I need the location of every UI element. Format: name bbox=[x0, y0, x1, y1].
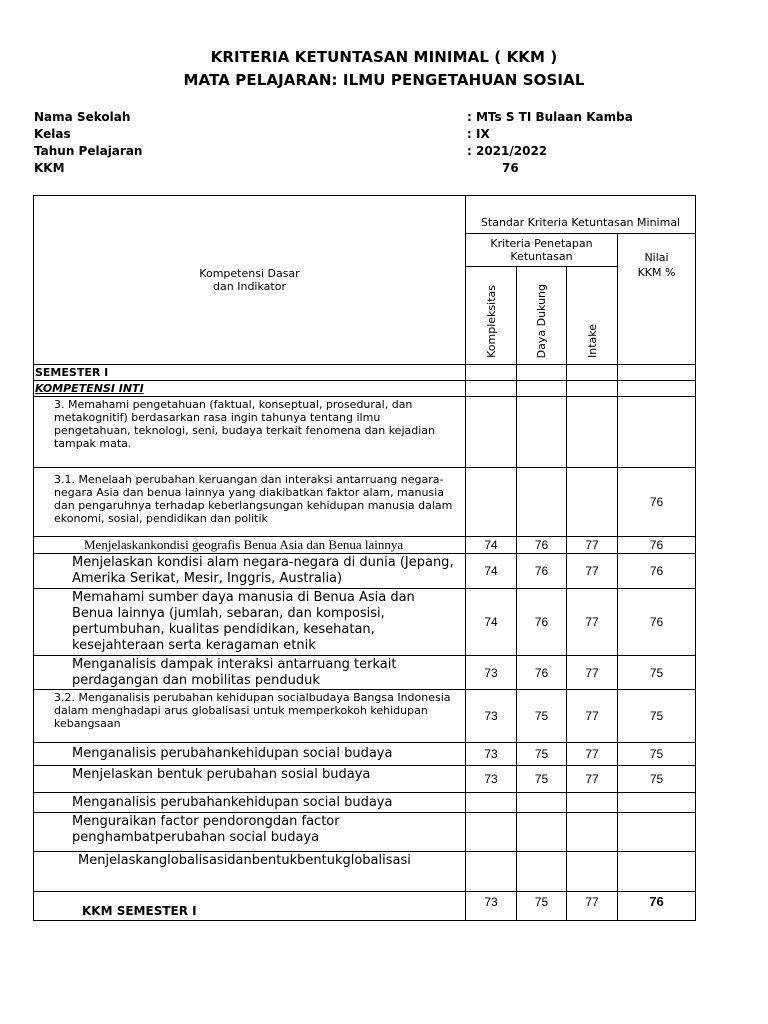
table-row bbox=[34, 468, 696, 537]
info-label-year: Tahun Pelajaran bbox=[34, 144, 143, 158]
table-row bbox=[34, 656, 696, 690]
table-row bbox=[34, 852, 696, 892]
info-label-school: Nama Sekolah bbox=[34, 110, 131, 124]
indicator-text: Menjelaskankondisi geografis Benua Asia dan Benua lainnya bbox=[34, 537, 466, 554]
kd31-text: 3.1. Menelaah perubahan keruangan dan interaksi antarruang negara-negara Asia dan benua lainnya yang diakibatkan faktor alam, manusia dan pengaruhnya terhadap keberlangsungan kehidupan manusia dalam ekonomi, sosial, pendidikan dan politik bbox=[34, 468, 466, 537]
table-row bbox=[34, 793, 696, 813]
daya-dukung-value: 76 bbox=[517, 537, 567, 554]
nilai-kkm-value: 75 bbox=[618, 743, 696, 766]
info-value-year: : 2021/2022 bbox=[467, 144, 548, 158]
daya-dukung-value: 76 bbox=[517, 554, 567, 589]
kd32-text: 3.2. Menganalisis perubahan kehidupan socialbudaya Bangsa Indonesia dalam menghadapi arus globalisasi untuk memperkokoh kehidupan kebangsaan bbox=[34, 690, 466, 743]
document-subtitle: MATA PELAJARAN: ILMU PENGETAHUAN SOSIAL bbox=[183, 71, 585, 89]
nilai-kkm-value: 75 bbox=[618, 766, 696, 793]
intake-value: 77 bbox=[567, 766, 618, 793]
info-value-class: : IX bbox=[467, 127, 490, 141]
intake-value: 77 bbox=[567, 690, 618, 743]
nilai-kkm-value: 75 bbox=[618, 656, 696, 690]
kompleksitas-value: 73 bbox=[466, 892, 517, 921]
ki3-text: 3. Memahami pengetahuan (faktual, konseptual, prosedural, dan metakognitif) berdasarkan rasa ingin tahunya tentang ilmu pengetahuan, teknologi, seni, budaya terkait fenomena dan kejadian tampak mata. bbox=[34, 397, 466, 468]
header-intake-text: Intake bbox=[585, 323, 599, 358]
table-row bbox=[34, 365, 696, 381]
kompleksitas-value: 73 bbox=[466, 656, 517, 690]
header-intake bbox=[567, 267, 618, 365]
indicator-text: Menganalisis perubahankehidupan social budaya bbox=[34, 743, 466, 766]
table-row bbox=[34, 397, 696, 468]
table-row bbox=[34, 554, 696, 589]
daya-dukung-value: 76 bbox=[517, 589, 567, 656]
intake-value: 77 bbox=[567, 589, 618, 656]
table-row bbox=[34, 537, 696, 554]
daya-dukung-value: 76 bbox=[517, 656, 567, 690]
header-kriteria-line2: Ketuntasan bbox=[510, 250, 573, 263]
nilai-kkm-value: 75 bbox=[618, 690, 696, 743]
kkm-semester-value: 76 bbox=[618, 892, 696, 921]
header-daya-dukung bbox=[517, 267, 567, 365]
header-standar bbox=[466, 196, 696, 234]
kompleksitas-value: 74 bbox=[466, 554, 517, 589]
header-nilai-line2: KKM % bbox=[637, 266, 676, 279]
header-kd-line2: dan Indikator bbox=[213, 280, 286, 293]
indicator-text: Menjelaskan bentuk perubahan sosial budaya bbox=[34, 766, 466, 793]
daya-dukung-value: 75 bbox=[517, 690, 567, 743]
semester-label: SEMESTER I bbox=[34, 365, 466, 381]
intake-value: 77 bbox=[567, 537, 618, 554]
nilai-kkm-value: 76 bbox=[618, 537, 696, 554]
header-kompetensi-dasar bbox=[34, 196, 466, 365]
indicator-text: Menjelaskan kondisi alam negara-negara di dunia (Jepang, Amerika Serikat, Mesir, Inggris, Australia) bbox=[34, 554, 466, 589]
header-kompleksitas bbox=[466, 267, 517, 365]
nilai-kkm-value: 76 bbox=[618, 554, 696, 589]
table-row bbox=[34, 892, 696, 921]
indicator-text: Menganalisis perubahankehidupan social budaya bbox=[34, 793, 466, 813]
daya-dukung-value: 75 bbox=[517, 743, 567, 766]
header-nilai-kkm bbox=[618, 234, 696, 365]
header-kriteria bbox=[466, 234, 618, 267]
nilai-kkm-value: 76 bbox=[618, 589, 696, 656]
indicator-text: Menjelaskanglobalisasidanbentukbentukglobalisasi bbox=[34, 852, 466, 892]
indicator-text: Menguraikan factor pendorongdan factor penghambatperubahan social budaya bbox=[34, 813, 466, 852]
kompleksitas-value: 73 bbox=[466, 743, 517, 766]
table-row bbox=[34, 690, 696, 743]
table-row bbox=[34, 813, 696, 852]
kd31-nilai: 76 bbox=[618, 468, 696, 537]
info-label-class: Kelas bbox=[34, 127, 71, 141]
kompleksitas-value: 74 bbox=[466, 537, 517, 554]
intake-value: 77 bbox=[567, 743, 618, 766]
intake-value: 77 bbox=[567, 656, 618, 690]
kompleksitas-value: 73 bbox=[466, 766, 517, 793]
daya-dukung-value: 75 bbox=[517, 892, 567, 921]
table-row bbox=[34, 766, 696, 793]
intake-value: 77 bbox=[567, 554, 618, 589]
indicator-text: Memahami sumber daya manusia di Benua Asia dan Benua lainnya (jumlah, sebaran, dan komposisi, pertumbuhan, kualitas pendidikan, kesehatan, kesejahteraan serta keragaman etnik bbox=[34, 589, 466, 656]
header-daya-dukung-text: Daya Dukung bbox=[535, 283, 548, 358]
header-standar-text: Standar Kriteria Ketuntasan Minimal bbox=[480, 216, 681, 229]
kompleksitas-value: 74 bbox=[466, 589, 517, 656]
table-row bbox=[34, 381, 696, 397]
header-nilai-line1: Nilai bbox=[644, 251, 669, 264]
kkm-semester-label: KKM SEMESTER I bbox=[34, 892, 466, 921]
table-row bbox=[34, 743, 696, 766]
intake-value: 77 bbox=[567, 892, 618, 921]
info-value-school: : MTs S TI Bulaan Kamba bbox=[467, 110, 633, 124]
document-title: KRITERIA KETUNTASAN MINIMAL ( KKM ) bbox=[210, 48, 558, 66]
header-kd-line1: Kompetensi Dasar bbox=[199, 267, 300, 280]
kkm-table bbox=[33, 195, 696, 921]
indicator-text: Menganalisis dampak interaksi antarruang terkait perdagangan dan mobilitas penduduk bbox=[34, 656, 466, 690]
header-kriteria-line1: Kriteria Penetapan bbox=[490, 237, 593, 250]
header-kompleksitas-text: Kompleksitas bbox=[484, 285, 498, 358]
info-label-kkm: KKM bbox=[34, 161, 65, 175]
kompetensi-inti-label: KOMPETENSI INTI bbox=[34, 381, 466, 397]
kompleksitas-value: 73 bbox=[466, 690, 517, 743]
table-row bbox=[34, 589, 696, 656]
info-value-kkm: 76 bbox=[502, 161, 519, 175]
daya-dukung-value: 75 bbox=[517, 766, 567, 793]
